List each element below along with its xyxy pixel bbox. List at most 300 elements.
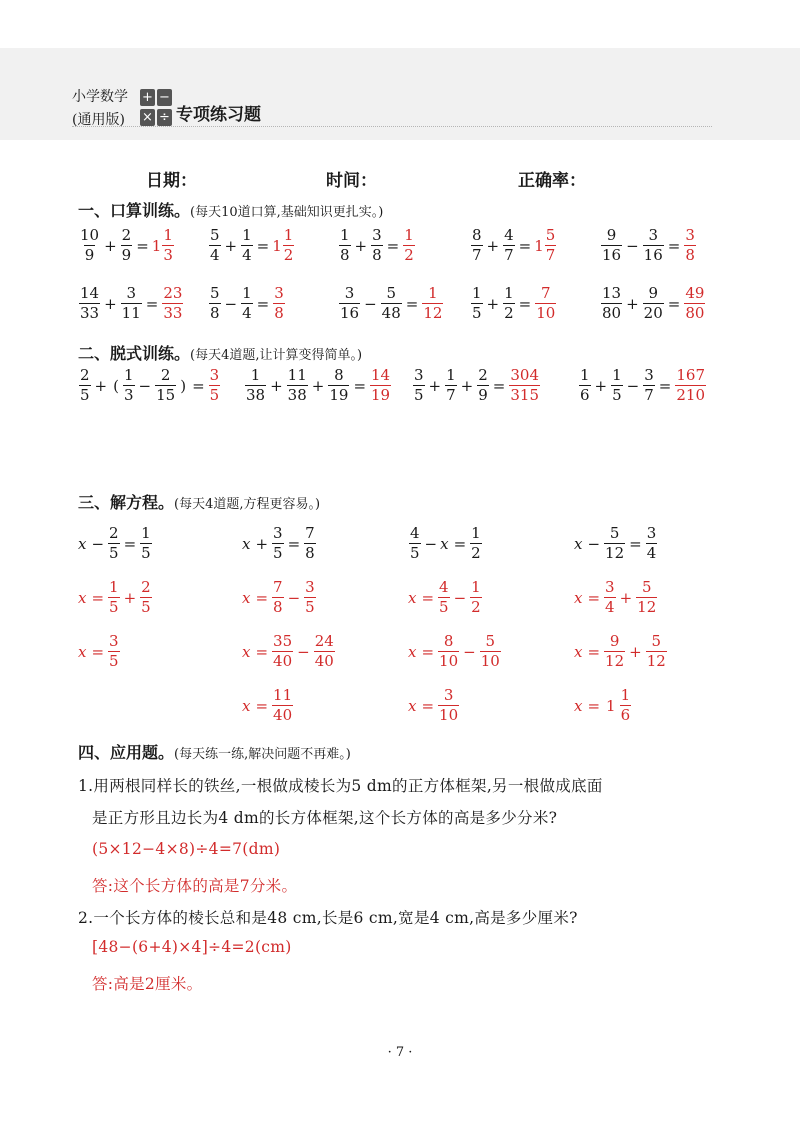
fraction xyxy=(381,286,402,321)
equals-sign: = xyxy=(667,236,681,255)
numerator: 1 xyxy=(242,284,252,302)
denominator: 15 xyxy=(156,386,176,404)
numerator: 1 xyxy=(109,578,119,596)
denominator: 16 xyxy=(643,246,663,264)
equation-step xyxy=(242,634,336,669)
denominator: 2 xyxy=(404,246,414,264)
fraction xyxy=(272,688,293,723)
fraction xyxy=(328,368,349,403)
equals-sign: = xyxy=(192,376,205,395)
numerator: 3 xyxy=(305,578,315,596)
fraction xyxy=(314,634,335,669)
equals-sign: = xyxy=(492,376,506,395)
numerator: 5 xyxy=(651,632,662,650)
brand-line1: 小学数学 xyxy=(72,89,128,105)
fraction xyxy=(438,634,459,669)
numerator: 3 xyxy=(273,524,283,542)
denominator: 80 xyxy=(602,304,622,322)
equals-sign: = xyxy=(255,588,269,607)
denominator: 5 xyxy=(109,544,119,562)
numerator: 3 xyxy=(209,366,220,384)
operator: + xyxy=(428,376,442,395)
denominator: 12 xyxy=(646,652,666,670)
fraction xyxy=(123,368,135,403)
variable-x: x xyxy=(408,588,417,607)
page-number: · 7 · xyxy=(387,1045,413,1060)
equation-step xyxy=(408,580,483,615)
operator: − xyxy=(91,534,105,553)
fraction xyxy=(121,286,142,321)
numerator: 1 xyxy=(163,226,173,244)
operator: − xyxy=(297,642,310,661)
section-equations-title: 三、解方程。(每天4道题,方程更容易。) xyxy=(78,493,321,512)
fraction xyxy=(470,580,482,615)
equals-sign: = xyxy=(136,236,149,255)
section-simplify-title: 二、脱式训练。(每天4道题,让计算变得简单。) xyxy=(78,344,363,363)
fraction xyxy=(339,286,360,321)
numerator: 14 xyxy=(80,284,100,302)
numerator: 1 xyxy=(471,578,481,596)
variable-x: x xyxy=(78,588,87,607)
fraction xyxy=(79,228,100,263)
numerator: 9 xyxy=(606,226,617,244)
operator: ) xyxy=(180,376,187,395)
fraction xyxy=(108,580,120,615)
fraction xyxy=(409,526,421,561)
denominator: 38 xyxy=(287,386,307,404)
fraction xyxy=(241,228,253,263)
answer-whole: 1 xyxy=(272,236,282,255)
denominator: 7 xyxy=(472,246,482,264)
denominator: 20 xyxy=(643,304,663,322)
numerator: 5 xyxy=(641,578,652,596)
fraction xyxy=(304,526,316,561)
fraction xyxy=(604,526,625,561)
numerator: 24 xyxy=(314,632,334,650)
equals-sign: = xyxy=(587,696,601,715)
fraction xyxy=(140,580,152,615)
denominator: 2 xyxy=(471,598,481,616)
variable-x: x xyxy=(574,534,583,553)
fraction xyxy=(509,368,540,403)
denominator: 3 xyxy=(123,386,134,404)
operator: + xyxy=(123,588,137,607)
equals-sign: = xyxy=(667,294,681,313)
plus-icon: + xyxy=(140,89,155,106)
numerator: 1 xyxy=(404,226,414,244)
denominator: 48 xyxy=(381,304,401,322)
oral-item xyxy=(338,228,416,263)
fraction xyxy=(370,368,391,403)
denominator: 12 xyxy=(605,652,625,670)
denominator: 10 xyxy=(536,304,556,322)
operator: 1 xyxy=(606,696,616,715)
simplify-item xyxy=(78,368,221,403)
denominator: 10 xyxy=(439,652,459,670)
equals-sign: = xyxy=(629,534,642,553)
fraction xyxy=(209,228,221,263)
denominator: 19 xyxy=(329,386,349,404)
numerator: 49 xyxy=(685,284,705,302)
denominator: 5 xyxy=(209,386,220,404)
problem-2-line1: 2.一个长方体的棱长总和是48 cm,长是6 cm,宽是4 cm,高是多少厘米? xyxy=(78,909,578,927)
fraction xyxy=(470,526,482,561)
denominator: 8 xyxy=(372,246,382,264)
numerator: 23 xyxy=(163,284,183,302)
fraction xyxy=(339,228,351,263)
numerator: 1 xyxy=(283,226,294,244)
numerator: 2 xyxy=(478,366,488,384)
numerator: 4 xyxy=(439,578,449,596)
numerator: 3 xyxy=(109,632,119,650)
equation-step xyxy=(574,580,658,615)
fraction xyxy=(675,368,706,403)
fraction xyxy=(162,228,174,263)
equals-sign: = xyxy=(91,588,105,607)
operator: − xyxy=(224,294,238,313)
fraction xyxy=(503,286,515,321)
numerator: 1 xyxy=(250,366,261,384)
equals-sign: = xyxy=(405,294,419,313)
simplify-item xyxy=(578,368,707,403)
denominator: 8 xyxy=(274,304,284,322)
numerator: 304 xyxy=(510,366,540,384)
denominator: 5 xyxy=(305,598,315,616)
operator: + xyxy=(354,236,368,255)
fraction xyxy=(503,228,515,263)
denominator: 12 xyxy=(605,544,625,562)
denominator: 40 xyxy=(273,706,293,724)
numerator: 167 xyxy=(676,366,706,384)
numerator: 1 xyxy=(471,524,481,542)
denominator: 4 xyxy=(242,246,252,264)
denominator: 5 xyxy=(612,386,622,404)
fraction xyxy=(620,688,632,723)
numerator: 9 xyxy=(648,284,658,302)
denominator: 16 xyxy=(602,246,622,264)
operator-icons xyxy=(140,89,174,129)
oral-item xyxy=(208,228,295,263)
operator: + xyxy=(486,236,500,255)
operator: − xyxy=(626,236,639,255)
fraction xyxy=(611,368,623,403)
denominator: 5 xyxy=(141,598,151,616)
variable-x: x xyxy=(242,696,251,715)
numerator: 13 xyxy=(602,284,622,302)
denominator: 8 xyxy=(685,246,695,264)
time-label: 时间： xyxy=(326,171,377,191)
equals-sign: = xyxy=(145,294,159,313)
operator: + xyxy=(270,376,283,395)
operator: − xyxy=(626,376,640,395)
answer-whole: 1 xyxy=(534,236,544,255)
fraction xyxy=(121,228,133,263)
fraction xyxy=(438,688,459,723)
equals-sign: = xyxy=(421,642,435,661)
denominator: 5 xyxy=(80,386,90,404)
fraction xyxy=(604,634,625,669)
numerator: 7 xyxy=(273,578,283,596)
fraction xyxy=(601,228,622,263)
denominator: 3 xyxy=(163,246,173,264)
denominator: 8 xyxy=(305,544,315,562)
equals-sign: = xyxy=(453,534,467,553)
numerator: 2 xyxy=(80,366,90,384)
accuracy-label: 正确率： xyxy=(518,171,586,191)
denominator: 80 xyxy=(685,304,705,322)
denominator: 38 xyxy=(246,386,266,404)
fraction xyxy=(403,228,415,263)
denominator: 7 xyxy=(446,386,456,404)
fraction xyxy=(140,526,152,561)
equals-sign: = xyxy=(255,696,269,715)
fraction xyxy=(684,286,705,321)
section-oral-title: 一、口算训练。(每天10道口算,基础知识更扎实。) xyxy=(78,201,384,220)
denominator: 5 xyxy=(109,598,119,616)
problem-2-calc: [48−(6+4)×4]÷4=2(cm) xyxy=(92,938,292,956)
fraction xyxy=(445,368,457,403)
equation-problem xyxy=(78,526,153,561)
divide-icon: ÷ xyxy=(157,109,172,126)
simplify-item xyxy=(244,368,392,403)
operator: − xyxy=(453,588,467,607)
variable-x: x xyxy=(78,534,87,553)
fraction xyxy=(371,228,383,263)
fraction xyxy=(272,526,284,561)
fraction xyxy=(684,228,696,263)
variable-x: x xyxy=(242,534,251,553)
equals-sign: = xyxy=(287,534,301,553)
numerator: 5 xyxy=(545,226,556,244)
equals-sign: = xyxy=(123,534,137,553)
fraction xyxy=(535,286,556,321)
denominator: 10 xyxy=(480,652,500,670)
header-divider xyxy=(72,126,712,127)
denominator: 9 xyxy=(84,246,95,264)
fraction xyxy=(471,228,483,263)
date-label: 日期： xyxy=(146,171,197,191)
equals-sign: = xyxy=(518,236,532,255)
operator: + xyxy=(460,376,474,395)
minus-icon: − xyxy=(157,89,172,106)
denominator: 5 xyxy=(141,544,151,562)
multiply-icon: × xyxy=(140,109,155,126)
fraction xyxy=(79,368,91,403)
denominator: 16 xyxy=(340,304,360,322)
denominator: 5 xyxy=(273,544,283,562)
denominator: 4 xyxy=(242,304,252,322)
fraction xyxy=(241,286,253,321)
numerator: 3 xyxy=(648,226,658,244)
fraction xyxy=(601,286,622,321)
operator: ( xyxy=(113,376,119,395)
numerator: 10 xyxy=(80,226,100,244)
fraction xyxy=(636,580,657,615)
numerator: 1 xyxy=(446,366,456,384)
equals-sign: = xyxy=(587,588,601,607)
variable-x: x xyxy=(242,588,251,607)
fraction xyxy=(209,286,221,321)
fraction xyxy=(283,228,295,263)
operator: − xyxy=(287,588,301,607)
numerator: 9 xyxy=(609,632,620,650)
brand-line2: (通用版) xyxy=(72,112,125,128)
fraction xyxy=(245,368,266,403)
numerator: 35 xyxy=(273,632,293,650)
problem-1-calc: (5×12−4×8)÷4=7(dm) xyxy=(92,840,281,858)
denominator: 6 xyxy=(620,706,631,724)
numerator: 11 xyxy=(273,686,293,704)
denominator: 12 xyxy=(423,304,443,322)
fraction xyxy=(209,368,221,403)
fraction xyxy=(162,286,183,321)
denominator: 9 xyxy=(478,386,488,404)
operator: − xyxy=(587,534,601,553)
denominator: 7 xyxy=(545,246,556,264)
denominator: 5 xyxy=(109,652,119,670)
fraction xyxy=(545,228,557,263)
denominator: 5 xyxy=(414,386,424,404)
denominator: 33 xyxy=(163,304,183,322)
numerator: 5 xyxy=(210,226,220,244)
fraction xyxy=(646,526,658,561)
denominator: 7 xyxy=(644,386,654,404)
denominator: 40 xyxy=(273,652,293,670)
numerator: 1 xyxy=(242,226,252,244)
operator: + xyxy=(255,534,269,553)
denominator: 2 xyxy=(283,246,294,264)
denominator: 33 xyxy=(80,304,100,322)
fraction xyxy=(471,286,483,321)
denominator: 2 xyxy=(504,304,514,322)
denominator: 8 xyxy=(273,598,283,616)
simplify-item xyxy=(412,368,541,403)
equals-sign: = xyxy=(587,642,601,661)
numerator: 1 xyxy=(123,366,134,384)
fraction xyxy=(643,228,664,263)
denominator: 2 xyxy=(471,544,481,562)
denominator: 315 xyxy=(510,386,540,404)
denominator: 7 xyxy=(504,246,514,264)
variable-x: x xyxy=(242,642,251,661)
variable-x: x xyxy=(78,642,87,661)
numerator: 8 xyxy=(443,632,454,650)
numerator: 2 xyxy=(141,578,151,596)
numerator: 2 xyxy=(160,366,171,384)
equals-sign: = xyxy=(256,236,270,255)
numerator: 3 xyxy=(126,284,136,302)
equation-step xyxy=(408,688,460,723)
equation-step xyxy=(78,580,153,615)
fraction xyxy=(477,368,489,403)
problem-1-answer: 答:这个长方体的高是7分米。 xyxy=(92,877,298,895)
operator: − xyxy=(138,376,152,395)
denominator: 8 xyxy=(210,304,220,322)
operator: + xyxy=(626,294,639,313)
numerator: 2 xyxy=(109,524,119,542)
numerator: 1 xyxy=(612,366,622,384)
fraction xyxy=(304,580,316,615)
numerator: 5 xyxy=(609,524,620,542)
oral-item xyxy=(208,286,286,321)
equation-step xyxy=(574,634,668,669)
variable-x: x xyxy=(574,696,583,715)
operator: − xyxy=(424,534,438,553)
oral-item xyxy=(600,286,706,321)
numerator: 4 xyxy=(410,524,420,542)
operator: + xyxy=(224,236,238,255)
variable-x: x xyxy=(408,696,417,715)
problem-1-line2: 是正方形且边长为4 dm的长方体框架,这个长方体的高是多少分米? xyxy=(92,809,558,827)
numerator: 1 xyxy=(472,284,482,302)
variable-x: x xyxy=(574,588,583,607)
denominator: 4 xyxy=(646,544,657,562)
oral-item xyxy=(78,286,184,321)
equals-sign: = xyxy=(386,236,400,255)
fraction xyxy=(413,368,425,403)
operator: + xyxy=(311,376,325,395)
equals-sign: = xyxy=(91,642,105,661)
oral-item xyxy=(470,228,557,263)
numerator: 5 xyxy=(210,284,220,302)
operator: + xyxy=(104,294,117,313)
operator: + xyxy=(104,236,117,255)
equation-problem xyxy=(574,526,658,561)
numerator: 1 xyxy=(620,686,631,704)
numerator: 2 xyxy=(121,226,132,244)
problem-2-answer: 答:高是2厘米。 xyxy=(92,975,203,993)
numerator: 3 xyxy=(644,366,654,384)
equation-step xyxy=(408,634,502,669)
denominator: 10 xyxy=(439,706,459,724)
numerator: 8 xyxy=(472,226,482,244)
fraction xyxy=(272,634,293,669)
operator: + xyxy=(619,588,633,607)
operator: + xyxy=(94,376,108,395)
variable-x: x xyxy=(408,642,417,661)
fraction xyxy=(272,580,284,615)
fraction xyxy=(108,526,120,561)
denominator: 4 xyxy=(605,598,615,616)
equation-problem xyxy=(408,526,483,561)
numerator: 8 xyxy=(334,366,344,384)
equals-sign: = xyxy=(518,294,532,313)
equals-sign: = xyxy=(255,642,269,661)
denominator: 40 xyxy=(314,652,334,670)
denominator: 11 xyxy=(121,304,141,322)
numerator: 3 xyxy=(685,226,695,244)
operator: − xyxy=(463,642,476,661)
denominator: 4 xyxy=(210,246,220,264)
denominator: 5 xyxy=(410,544,420,562)
fraction xyxy=(643,368,655,403)
numerator: 14 xyxy=(371,366,391,384)
denominator: 5 xyxy=(472,304,482,322)
equals-sign: = xyxy=(421,696,435,715)
denominator: 5 xyxy=(439,598,449,616)
denominator: 8 xyxy=(340,246,350,264)
equation-step xyxy=(242,688,294,723)
numerator: 1 xyxy=(340,226,350,244)
numerator: 1 xyxy=(580,366,590,384)
operator: + xyxy=(629,642,642,661)
problem-1-line1: 1.用两根同样长的铁丝,一根做成棱长为5 dm的正方体框架,另一根做成底面 xyxy=(78,777,603,795)
denominator: 6 xyxy=(580,386,590,404)
oral-item xyxy=(470,286,557,321)
numerator: 5 xyxy=(485,632,496,650)
numerator: 7 xyxy=(305,524,315,542)
equation-step xyxy=(242,580,317,615)
